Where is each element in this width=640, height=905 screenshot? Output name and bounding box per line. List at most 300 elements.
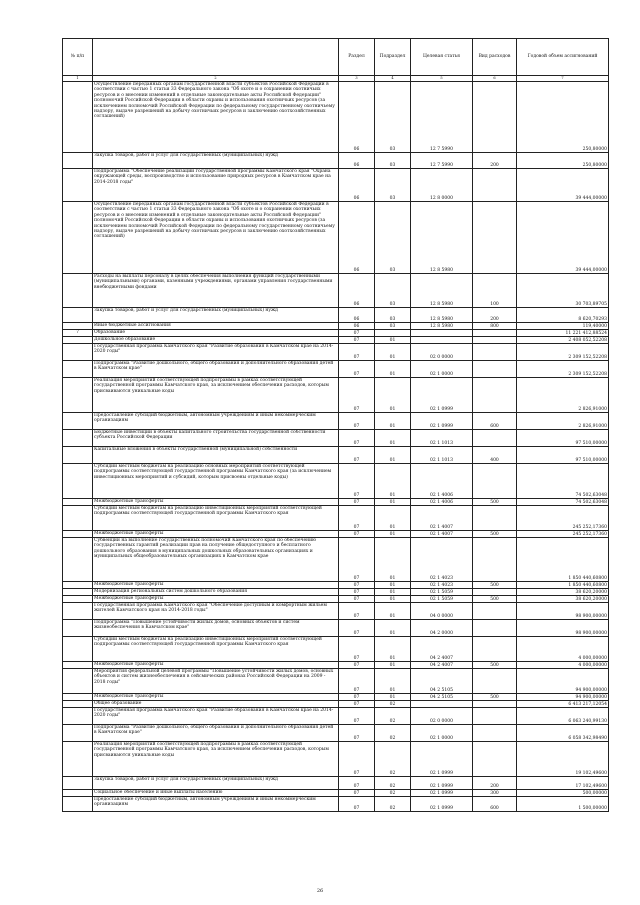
page-number: 26 [316, 888, 324, 894]
row-expense-type: 500 [473, 694, 517, 701]
row-subsection: 03 [375, 169, 411, 202]
row-section: 06 [339, 169, 375, 202]
row-name: Государственная программа Камчатского края "Развитие образования в Камчатском крае на 2014-2020 годы" [93, 708, 339, 725]
row-number [63, 620, 93, 637]
row-number [63, 447, 93, 464]
row-target-article: 02 1 0000 [411, 725, 473, 742]
row-subsection: 01 [375, 538, 411, 582]
row-number [63, 413, 93, 430]
row-target-article: 12 8 5980 [411, 323, 473, 330]
row-amount: 250,80000 [517, 82, 609, 153]
row-amount: 98 900,00000 [517, 620, 609, 637]
row-section: 07 [339, 413, 375, 430]
row-target-article: 04 2 4007 [411, 637, 473, 662]
row-section: 07 [339, 337, 375, 344]
row-target-article: 12 7 5990 [411, 153, 473, 169]
row-number [63, 596, 93, 603]
row-subsection: 01 [375, 637, 411, 662]
row-amount: 97 510,00000 [517, 430, 609, 447]
table-row [63, 308, 609, 323]
row-subsection [375, 330, 411, 337]
header-annual-amount: Годовой объем ассигнований [517, 39, 609, 76]
row-expense-type [473, 202, 517, 274]
row-subsection: 02 [375, 701, 411, 708]
row-subsection: 01 [375, 531, 411, 538]
row-name: Подпрограмма "Обеспечение реализации государственной программы Камчатского края "Охрана окружающей среды, воспроизводство и использование природных ресурсов в Камчатском крае на 2014-2018 годы" [93, 169, 339, 202]
row-number [63, 344, 93, 361]
row-number [63, 361, 93, 378]
row-subsection: 01 [375, 596, 411, 603]
row-section: 07 [339, 725, 375, 742]
table-row [63, 742, 609, 777]
row-section: 07 [339, 330, 375, 337]
table-row [63, 378, 609, 413]
table-row [63, 82, 609, 153]
row-amount: 2 826,91000 [517, 378, 609, 413]
row-subsection: 02 [375, 725, 411, 742]
row-name: Модернизация региональных систем дошкольного образования [93, 589, 339, 596]
row-expense-type [473, 344, 517, 361]
row-target-article: 04 2 5105 [411, 694, 473, 701]
row-number [63, 742, 93, 777]
row-expense-type [473, 725, 517, 742]
row-target-article: 02 1 1013 [411, 447, 473, 464]
row-section: 07 [339, 777, 375, 790]
row-number [63, 308, 93, 323]
row-name: Бюджетные инвестиции в объекты капитального строительства государственной собственности субъекта Российской Федерации [93, 430, 339, 447]
row-amount: 30 703,89705 [517, 274, 609, 308]
row-number: 7 [63, 330, 93, 337]
row-target-article: 02 1 0999 [411, 797, 473, 812]
row-amount: 38 620,20000 [517, 589, 609, 596]
row-expense-type [473, 337, 517, 344]
table-row [63, 797, 609, 812]
row-section: 06 [339, 153, 375, 169]
row-amount: 2 309 152,52208 [517, 361, 609, 378]
row-section: 07 [339, 464, 375, 499]
row-expense-type [473, 506, 517, 531]
row-expense-type [473, 603, 517, 620]
row-amount: 2 309 152,52208 [517, 344, 609, 361]
row-subsection: 01 [375, 361, 411, 378]
row-amount: 119,40000 [517, 323, 609, 330]
table-row [63, 603, 609, 620]
row-target-article: 04 2 5105 [411, 669, 473, 694]
row-subsection: 01 [375, 430, 411, 447]
row-subsection: 01 [375, 344, 411, 361]
row-subsection: 01 [375, 669, 411, 694]
row-number [63, 797, 93, 812]
row-amount: 6 063 240,99130 [517, 708, 609, 725]
column-number: 7 [517, 76, 609, 82]
row-expense-type [473, 589, 517, 596]
row-target-article: 02 1 1013 [411, 430, 473, 447]
row-amount: 2 826,91000 [517, 413, 609, 430]
row-amount: 17 102,49600 [517, 777, 609, 790]
row-expense-type: 300 [473, 790, 517, 797]
table-row [63, 330, 609, 337]
row-amount: 94 900,00000 [517, 669, 609, 694]
row-name: Государственная программа Камчатского края "Обеспечение доступным и комфортным жильем жителей Камчатского края на 2014-2018 годы" [93, 603, 339, 620]
table-row [63, 447, 609, 464]
row-name: Осуществление переданных органам государственной власти субъектов Российской Федерации в соответствии с частью 1 статьи 33 Федерального закона "Об охоте и о сохранении охотничьих ресурсов и о внесении изменений в отдельные законодательные акты Российской Федерации" полномочий Российской Федерации в области охраны и использования охотничьих ресурсов (за исключением полномочий Российской Федерации по федеральному государственному охотничьему надзору, выдаче разрешений на добычу охотничьих ресурсов и заключению охотхозяйственных соглашений) [93, 82, 339, 153]
row-expense-type [473, 430, 517, 447]
row-target-article: 02 1 4006 [411, 464, 473, 499]
row-name: Субсидии местным бюджетам на реализацию инвестиционных мероприятий соответствующей подпрограммы соответствующей государственной программы Камчатского края [93, 506, 339, 531]
row-name: Расходы на выплаты персоналу в целях обеспечения выполнения функций государственными (муниципальными) органами, казенными учреждениями, органами управления государственными внебюджетными фондами [93, 274, 339, 308]
row-amount: 8 620,70293 [517, 308, 609, 323]
header-name [93, 39, 339, 76]
header-expense-type: Вид расходов [473, 39, 517, 76]
row-number [63, 153, 93, 169]
row-expense-type: 500 [473, 662, 517, 669]
row-subsection: 01 [375, 337, 411, 344]
row-expense-type: 200 [473, 153, 517, 169]
row-expense-type [473, 361, 517, 378]
row-name: Социальное обеспечение и иные выплаты населению [93, 790, 339, 797]
row-target-article: 02 1 5059 [411, 596, 473, 603]
row-expense-type: 600 [473, 413, 517, 430]
row-amount: 1 500,00000 [517, 797, 609, 812]
row-amount: 4 000,00000 [517, 637, 609, 662]
row-target-article: 02 1 0999 [411, 777, 473, 790]
row-name: Закупка товаров, работ и услуг для государственных (муниципальных) нужд [93, 153, 339, 169]
row-section: 06 [339, 323, 375, 330]
row-section: 07 [339, 742, 375, 777]
row-name: Реализация мероприятий соответствующей подпрограммы в рамках соответствующей государственной программы Камчатского края, за исключением обеспечения расходов, которым присваиваются уникальные коды [93, 742, 339, 777]
table-row [63, 506, 609, 531]
row-number [63, 701, 93, 708]
row-subsection: 01 [375, 620, 411, 637]
row-amount: 19 102,49600 [517, 742, 609, 777]
row-section: 07 [339, 620, 375, 637]
row-section: 07 [339, 531, 375, 538]
row-section: 06 [339, 274, 375, 308]
row-subsection: 01 [375, 694, 411, 701]
row-section: 07 [339, 669, 375, 694]
row-name: Подпрограмма "Развитие дошкольного, общего образования и дополнительного образования детей в Камчатском крае" [93, 725, 339, 742]
header-number: № п/п [63, 39, 93, 76]
table-row [63, 413, 609, 430]
table-row [63, 274, 609, 308]
row-target-article: 04 2 4007 [411, 662, 473, 669]
row-subsection: 02 [375, 742, 411, 777]
table-row [63, 701, 609, 708]
row-subsection: 01 [375, 662, 411, 669]
row-target-article: 02 0 0000 [411, 344, 473, 361]
row-target-article: 02 1 4007 [411, 506, 473, 531]
row-target-article: 02 1 0999 [411, 378, 473, 413]
row-subsection: 03 [375, 308, 411, 323]
table-body [63, 82, 609, 812]
row-name: Межбюджетные трансферты [93, 662, 339, 669]
row-section: 07 [339, 430, 375, 447]
table-row [63, 323, 609, 330]
table-row [63, 790, 609, 797]
row-expense-type [473, 538, 517, 582]
row-expense-type: 200 [473, 308, 517, 323]
table-row [63, 337, 609, 344]
table-row [63, 777, 609, 790]
row-expense-type [473, 330, 517, 337]
table-row [63, 669, 609, 694]
row-number [63, 82, 93, 153]
row-target-article: 04 2 0000 [411, 620, 473, 637]
budget-table [62, 38, 609, 812]
row-amount: 245 252,17360 [517, 531, 609, 538]
row-expense-type: 600 [473, 797, 517, 812]
row-target-article: 02 1 0999 [411, 790, 473, 797]
row-subsection: 01 [375, 589, 411, 596]
row-number [63, 169, 93, 202]
table-row [63, 708, 609, 725]
row-section: 07 [339, 582, 375, 589]
row-subsection: 01 [375, 603, 411, 620]
row-subsection: 01 [375, 499, 411, 506]
row-expense-type: 800 [473, 323, 517, 330]
row-subsection: 03 [375, 323, 411, 330]
row-target-article: 02 1 4023 [411, 538, 473, 582]
table-row [63, 637, 609, 662]
table-row [63, 620, 609, 637]
row-section: 07 [339, 344, 375, 361]
row-name: Общее образование [93, 701, 339, 708]
row-subsection: 02 [375, 777, 411, 790]
row-target-article [411, 337, 473, 344]
row-name: Межбюджетные трансферты [93, 582, 339, 589]
row-number [63, 708, 93, 725]
row-section: 07 [339, 790, 375, 797]
row-number [63, 499, 93, 506]
row-target-article: 02 0 0000 [411, 708, 473, 725]
column-number: 6 [473, 76, 517, 82]
row-name: Осуществление переданных органам государственной власти субъектов Российской Федерации в соответствии с частью 1 статьи 33 Федерального закона "Об охоте и о сохранении охотничьих ресурсов и о внесении изменений в отдельные законодательные акты Российской Федерации" полномочий Российской Федерации в области охраны и использования охотничьих ресурсов (за исключением полномочий Российской Федерации по федеральному государственному охотничьему надзору, выдаче разрешений на добычу охотничьих ресурсов и заключению охотхозяйственных соглашений) [93, 202, 339, 274]
table-row [63, 361, 609, 378]
row-section: 07 [339, 361, 375, 378]
row-amount: 1 850 440,60800 [517, 582, 609, 589]
row-section: 07 [339, 637, 375, 662]
row-name: Государственная программа Камчатского края "Развитие образования в Камчатском крае на 2014-2020 годы" [93, 344, 339, 361]
table-row [63, 662, 609, 669]
row-expense-type [473, 378, 517, 413]
row-name: Образование [93, 330, 339, 337]
row-number [63, 777, 93, 790]
row-expense-type: 500 [473, 582, 517, 589]
row-name: Межбюджетные трансферты [93, 596, 339, 603]
row-name: Подпрограмма "Повышение устойчивости жилых домов, основных объектов и систем жизнеобеспечения в Камчатском крае" [93, 620, 339, 637]
row-amount: 4 000,00000 [517, 662, 609, 669]
row-expense-type [473, 637, 517, 662]
row-target-article: 02 1 0999 [411, 742, 473, 777]
column-number: 4 [375, 76, 411, 82]
table-row [63, 725, 609, 742]
row-name: Иные бюджетные ассигнования [93, 323, 339, 330]
row-amount: 39 444,00000 [517, 202, 609, 274]
row-target-article: 12 8 5980 [411, 308, 473, 323]
row-section: 07 [339, 708, 375, 725]
row-name: Мероприятия федеральной целевой программы "Повышение устойчивости жилых домов, основных объектов и систем жизнеобеспечения в сейсмических районах Российской Федерации на 2009 - 2018 годы" [93, 669, 339, 694]
row-name: Закупка товаров, работ и услуг для государственных (муниципальных) нужд [93, 308, 339, 323]
row-subsection: 01 [375, 506, 411, 531]
row-expense-type [473, 742, 517, 777]
row-subsection: 02 [375, 708, 411, 725]
row-subsection: 03 [375, 153, 411, 169]
column-number: 2 [93, 76, 339, 82]
table-row [63, 464, 609, 499]
row-amount: 250,80000 [517, 153, 609, 169]
row-target-article: 12 8 0000 [411, 169, 473, 202]
row-section: 07 [339, 701, 375, 708]
table-row [63, 596, 609, 603]
row-target-article: 12 8 5980 [411, 202, 473, 274]
table-row [63, 694, 609, 701]
row-subsection: 01 [375, 447, 411, 464]
row-subsection: 03 [375, 274, 411, 308]
row-section: 07 [339, 596, 375, 603]
header-subsection: Подраздел [375, 39, 411, 76]
row-section: 07 [339, 662, 375, 669]
row-expense-type [473, 620, 517, 637]
row-name: Капитальные вложения в объекты государственной (муниципальной) собственности [93, 447, 339, 464]
row-number [63, 662, 93, 669]
row-number [63, 669, 93, 694]
row-section: 07 [339, 538, 375, 582]
row-expense-type [473, 464, 517, 499]
table-row [63, 202, 609, 274]
table-row [63, 589, 609, 596]
row-target-article: 02 1 4007 [411, 531, 473, 538]
row-expense-type: 200 [473, 777, 517, 790]
row-amount: 11 221 412,88524 [517, 330, 609, 337]
row-section: 06 [339, 82, 375, 153]
row-section: 06 [339, 202, 375, 274]
row-subsection: 03 [375, 82, 411, 153]
row-amount: 97 510,00000 [517, 447, 609, 464]
table-header-row [63, 39, 609, 76]
row-name: Субсидии местным бюджетам на реализацию основных мероприятий соответствующей подпрограммы соответствующей государственной программы Камчатского края (за исключением инвестиционных мероприятий и субсидий, которым присвоены отдельные коды) [93, 464, 339, 499]
row-section: 07 [339, 589, 375, 596]
row-subsection: 01 [375, 464, 411, 499]
row-subsection: 01 [375, 413, 411, 430]
row-expense-type [473, 169, 517, 202]
row-expense-type: 400 [473, 447, 517, 464]
row-name: Межбюджетные трансферты [93, 694, 339, 701]
row-number [63, 506, 93, 531]
row-expense-type [473, 701, 517, 708]
row-amount: 500,00000 [517, 790, 609, 797]
row-number [63, 790, 93, 797]
row-name: Предоставление субсидий бюджетным, автономным учреждениям и иным некоммерческим организациям [93, 413, 339, 430]
row-name: Реализация мероприятий соответствующей подпрограммы в рамках соответствующей государственной программы Камчатского края, за исключением обеспечения расходов, которым присваиваются уникальные коды [93, 378, 339, 413]
row-expense-type: 500 [473, 531, 517, 538]
row-amount: 38 620,20000 [517, 596, 609, 603]
row-amount: 6 413 217,12054 [517, 701, 609, 708]
row-amount: 245 252,17360 [517, 506, 609, 531]
row-target-article [411, 330, 473, 337]
row-expense-type [473, 708, 517, 725]
row-section: 07 [339, 797, 375, 812]
row-amount: 6 058 342,98490 [517, 725, 609, 742]
row-target-article: 04 0 0000 [411, 603, 473, 620]
row-amount: 98 900,00000 [517, 603, 609, 620]
row-number [63, 589, 93, 596]
row-name: Предоставление субсидий бюджетным, автономным учреждениям и иным некоммерческим организациям [93, 797, 339, 812]
table-row [63, 538, 609, 582]
row-name: Подпрограмма "Развитие дошкольного, общего образования и дополнительного образования детей в Камчатском крае" [93, 361, 339, 378]
row-number [63, 274, 93, 308]
row-number [63, 202, 93, 274]
row-number [63, 531, 93, 538]
row-amount: 74 502,63048 [517, 499, 609, 506]
row-amount: 1 850 440,60800 [517, 538, 609, 582]
row-name: Субсидии местным бюджетам на реализацию инвестиционных мероприятий соответствующей подпрограммы соответствующей государственной программы Камчатского края [93, 637, 339, 662]
table-row [63, 499, 609, 506]
row-target-article: 12 8 5980 [411, 274, 473, 308]
row-subsection: 01 [375, 378, 411, 413]
row-expense-type: 500 [473, 499, 517, 506]
row-number [63, 637, 93, 662]
row-number [63, 538, 93, 582]
row-number [63, 378, 93, 413]
row-number [63, 694, 93, 701]
row-section: 07 [339, 378, 375, 413]
row-section: 07 [339, 447, 375, 464]
column-number: 3 [339, 76, 375, 82]
row-number [63, 725, 93, 742]
table-row [63, 430, 609, 447]
row-subsection: 03 [375, 202, 411, 274]
row-section: 07 [339, 694, 375, 701]
row-target-article: 02 1 0999 [411, 413, 473, 430]
row-target-article: 12 7 5990 [411, 82, 473, 153]
header-target-article: Целевая статья [411, 39, 473, 76]
row-expense-type [473, 82, 517, 153]
row-section: 07 [339, 603, 375, 620]
row-target-article: 02 1 5059 [411, 589, 473, 596]
table-row [63, 531, 609, 538]
row-number [63, 464, 93, 499]
row-subsection: 01 [375, 582, 411, 589]
row-subsection: 02 [375, 797, 411, 812]
row-expense-type [473, 669, 517, 694]
row-section: 06 [339, 308, 375, 323]
row-subsection: 02 [375, 790, 411, 797]
row-target-article: 02 1 4023 [411, 582, 473, 589]
row-name: Дошкольное образование [93, 337, 339, 344]
row-target-article: 02 1 0000 [411, 361, 473, 378]
column-number: 1 [63, 76, 93, 82]
table-row [63, 344, 609, 361]
row-name: Субвенции на выполнение государственных полномочий Камчатского края по обеспечению государственных гарантий реализации прав на получение общедоступного и бесплатного дошкольного образования в муниципальных дошкольных образовательных организациях и муниципальных общеобразовательных организациях в Камчатском крае [93, 538, 339, 582]
row-name: Межбюджетные трансферты [93, 531, 339, 538]
row-number [63, 603, 93, 620]
row-number [63, 430, 93, 447]
row-expense-type: 100 [473, 274, 517, 308]
row-number [63, 337, 93, 344]
row-section: 07 [339, 506, 375, 531]
row-expense-type: 500 [473, 596, 517, 603]
row-number [63, 323, 93, 330]
row-amount: 74 502,63048 [517, 464, 609, 499]
table-row [63, 582, 609, 589]
table-row [63, 169, 609, 202]
row-section: 07 [339, 499, 375, 506]
row-amount: 39 444,00000 [517, 169, 609, 202]
column-number: 5 [411, 76, 473, 82]
row-amount: 2 408 052,52208 [517, 337, 609, 344]
row-name: Межбюджетные трансферты [93, 499, 339, 506]
header-section: Раздел [339, 39, 375, 76]
